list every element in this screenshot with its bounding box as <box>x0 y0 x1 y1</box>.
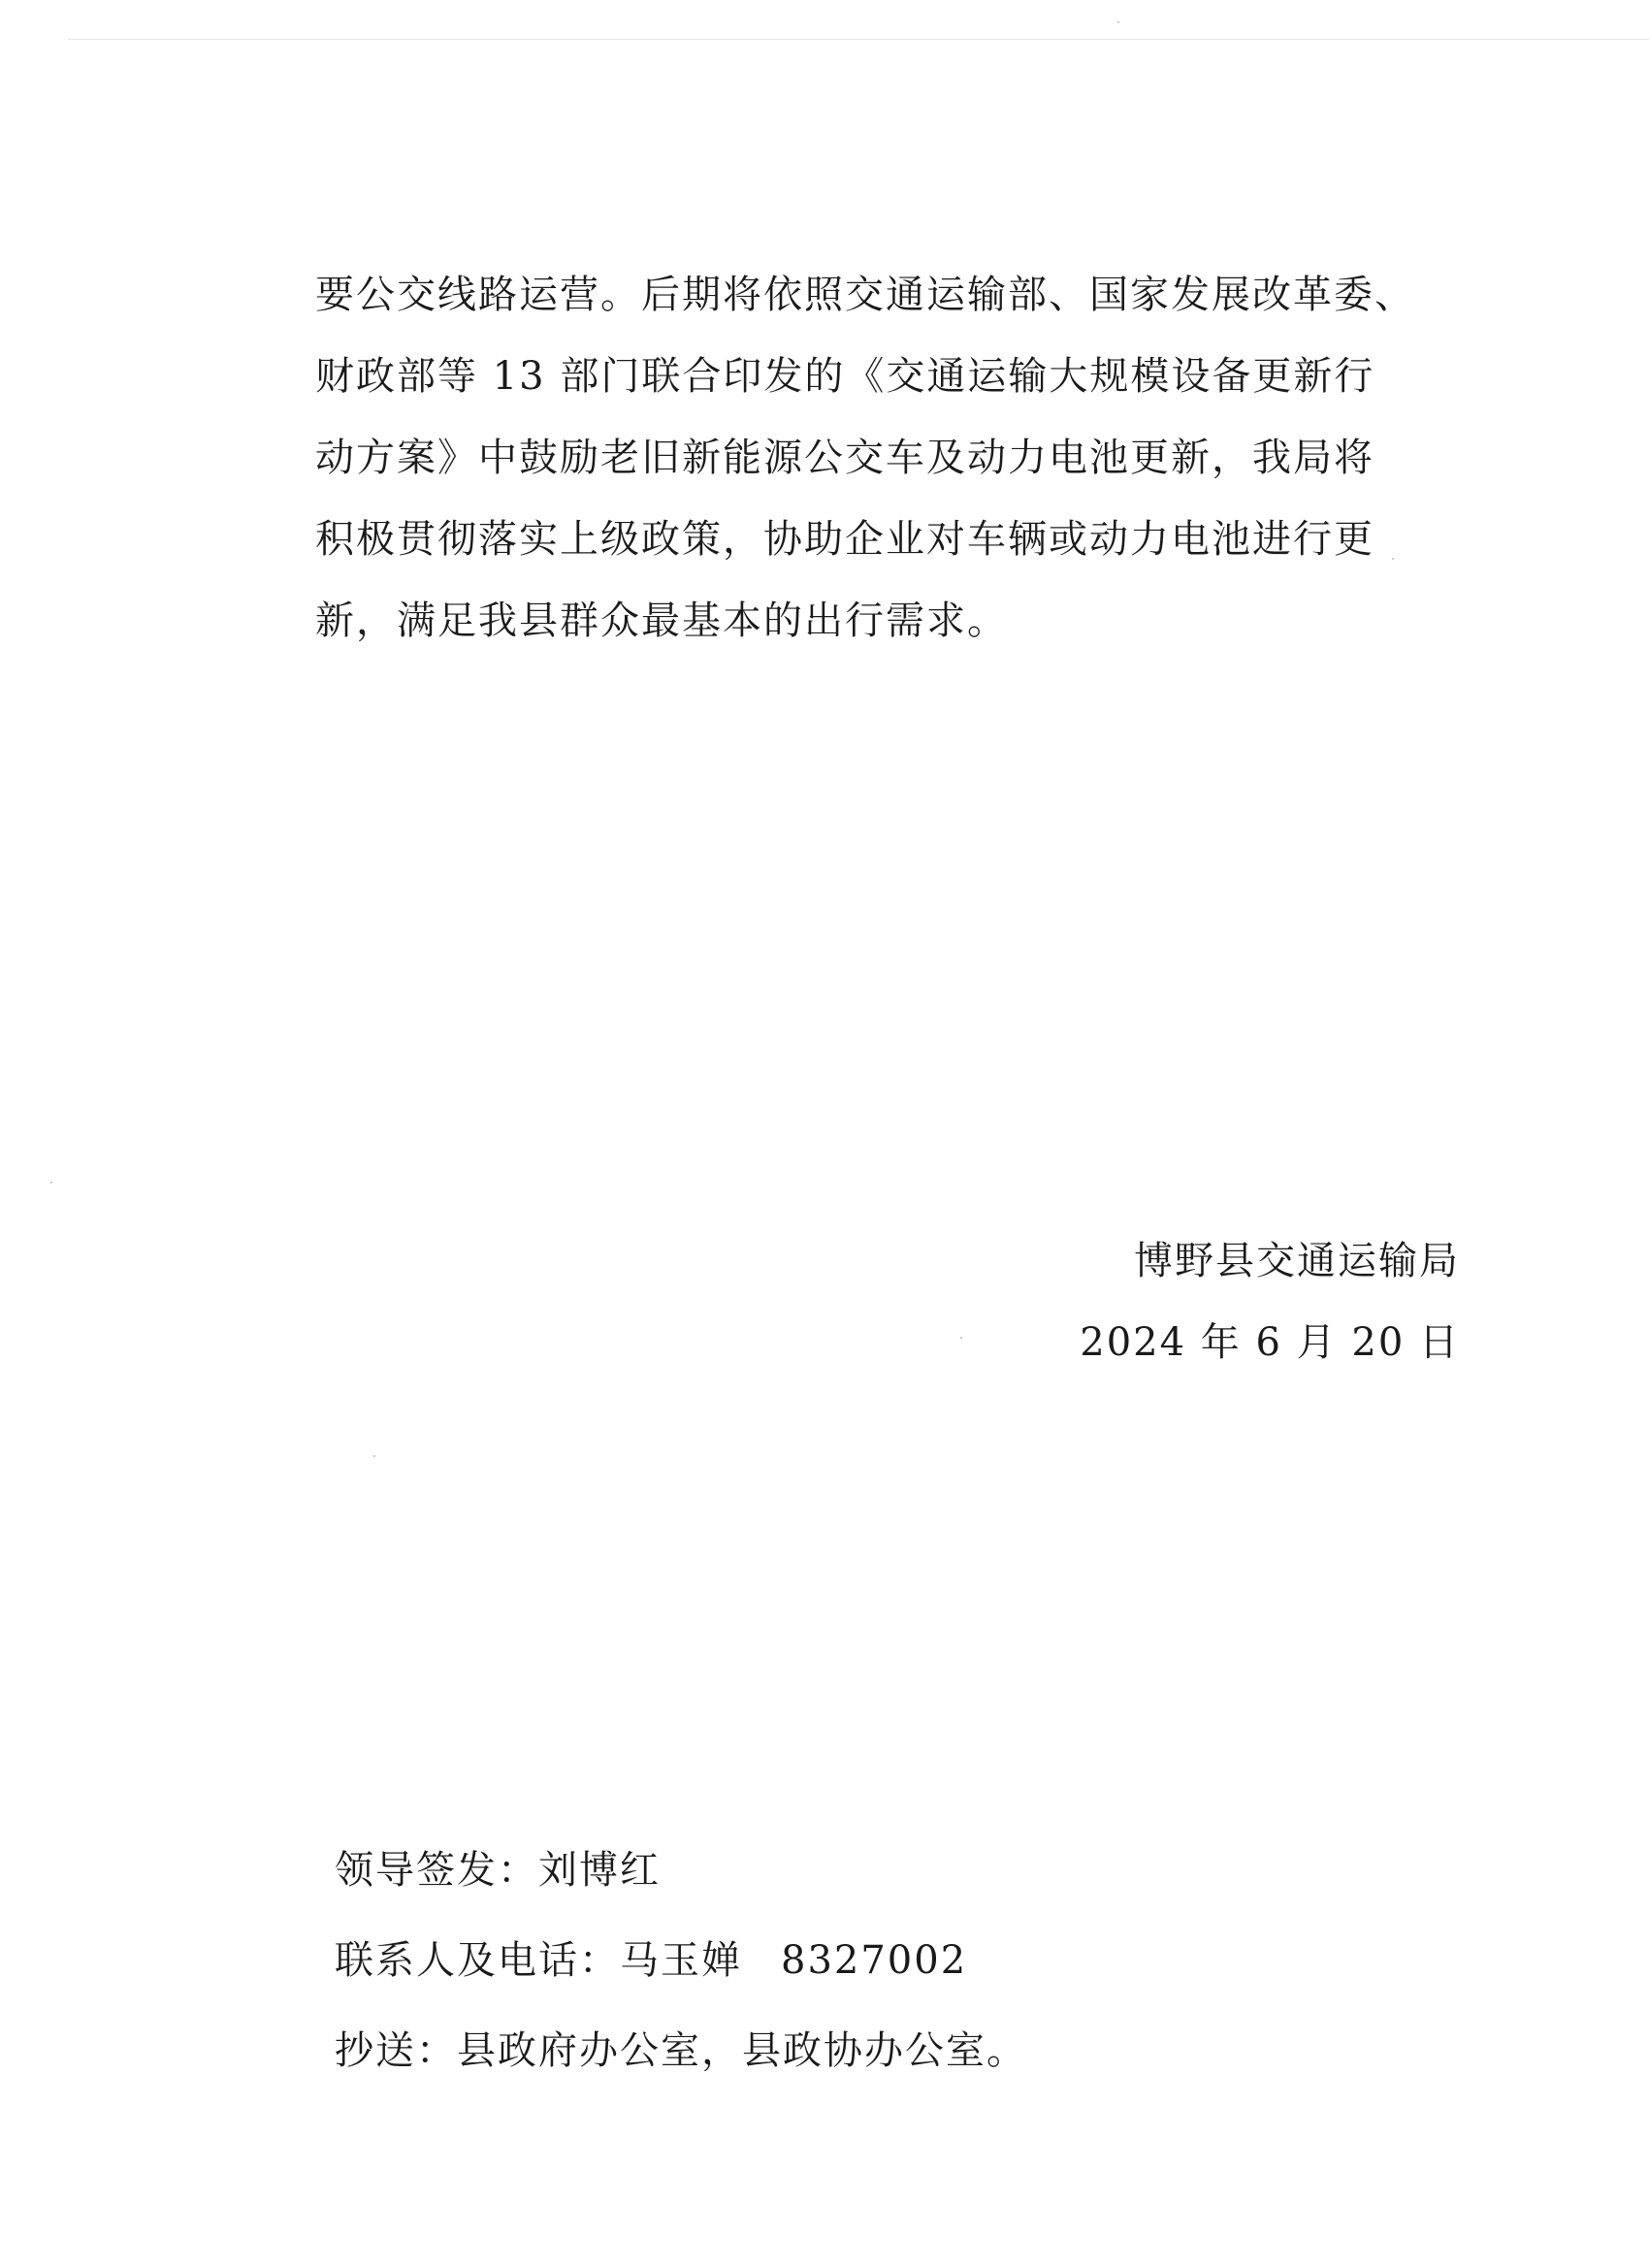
scan-speck <box>373 1455 375 1457</box>
issuing-organization: 博野县交通运输局 <box>1134 1239 1460 1283</box>
body-line: 财政部等 13 部门联合印发的《交通运输大规模设备更新行 <box>315 354 1375 399</box>
body-line: 动方案》中鼓励老旧新能源公交车及动力电池更新，我局将 <box>315 436 1374 480</box>
scan-speck <box>960 1337 962 1339</box>
scan-speck <box>1117 21 1119 23</box>
issue-date: 2024 年 6 月 20 日 <box>1080 1320 1460 1365</box>
contact-label: 联系人及电话： <box>335 1938 620 1983</box>
scan-edge-line <box>68 39 1649 40</box>
contact-phone: 8327002 <box>781 1938 968 1983</box>
cc-label: 抄送： <box>335 2028 457 2073</box>
contact-name: 马玉婵 <box>620 1938 742 1983</box>
contact-info <box>335 1916 1027 2006</box>
cc-recipients <box>335 2006 1027 2096</box>
signature-block <box>1080 1220 1460 1383</box>
cc-value: 县政府办公室，县政协办公室。 <box>457 2028 1027 2073</box>
scan-speck <box>50 1182 52 1183</box>
leader-signoff <box>335 1826 1027 1916</box>
body-paragraph <box>315 254 1465 662</box>
body-line: 新，满足我县群众最基本的出行需求。 <box>315 599 1008 643</box>
leader-name: 刘博红 <box>538 1848 661 1893</box>
body-line: 积极贯彻落实上级政策，协助企业对车辆或动力电池进行更 <box>315 517 1374 562</box>
leader-label: 领导签发： <box>335 1848 538 1893</box>
footer-block <box>335 1826 1027 2096</box>
body-line: 要公交线路运营。后期将依照交通运输部、国家发展改革委、 <box>315 273 1415 317</box>
